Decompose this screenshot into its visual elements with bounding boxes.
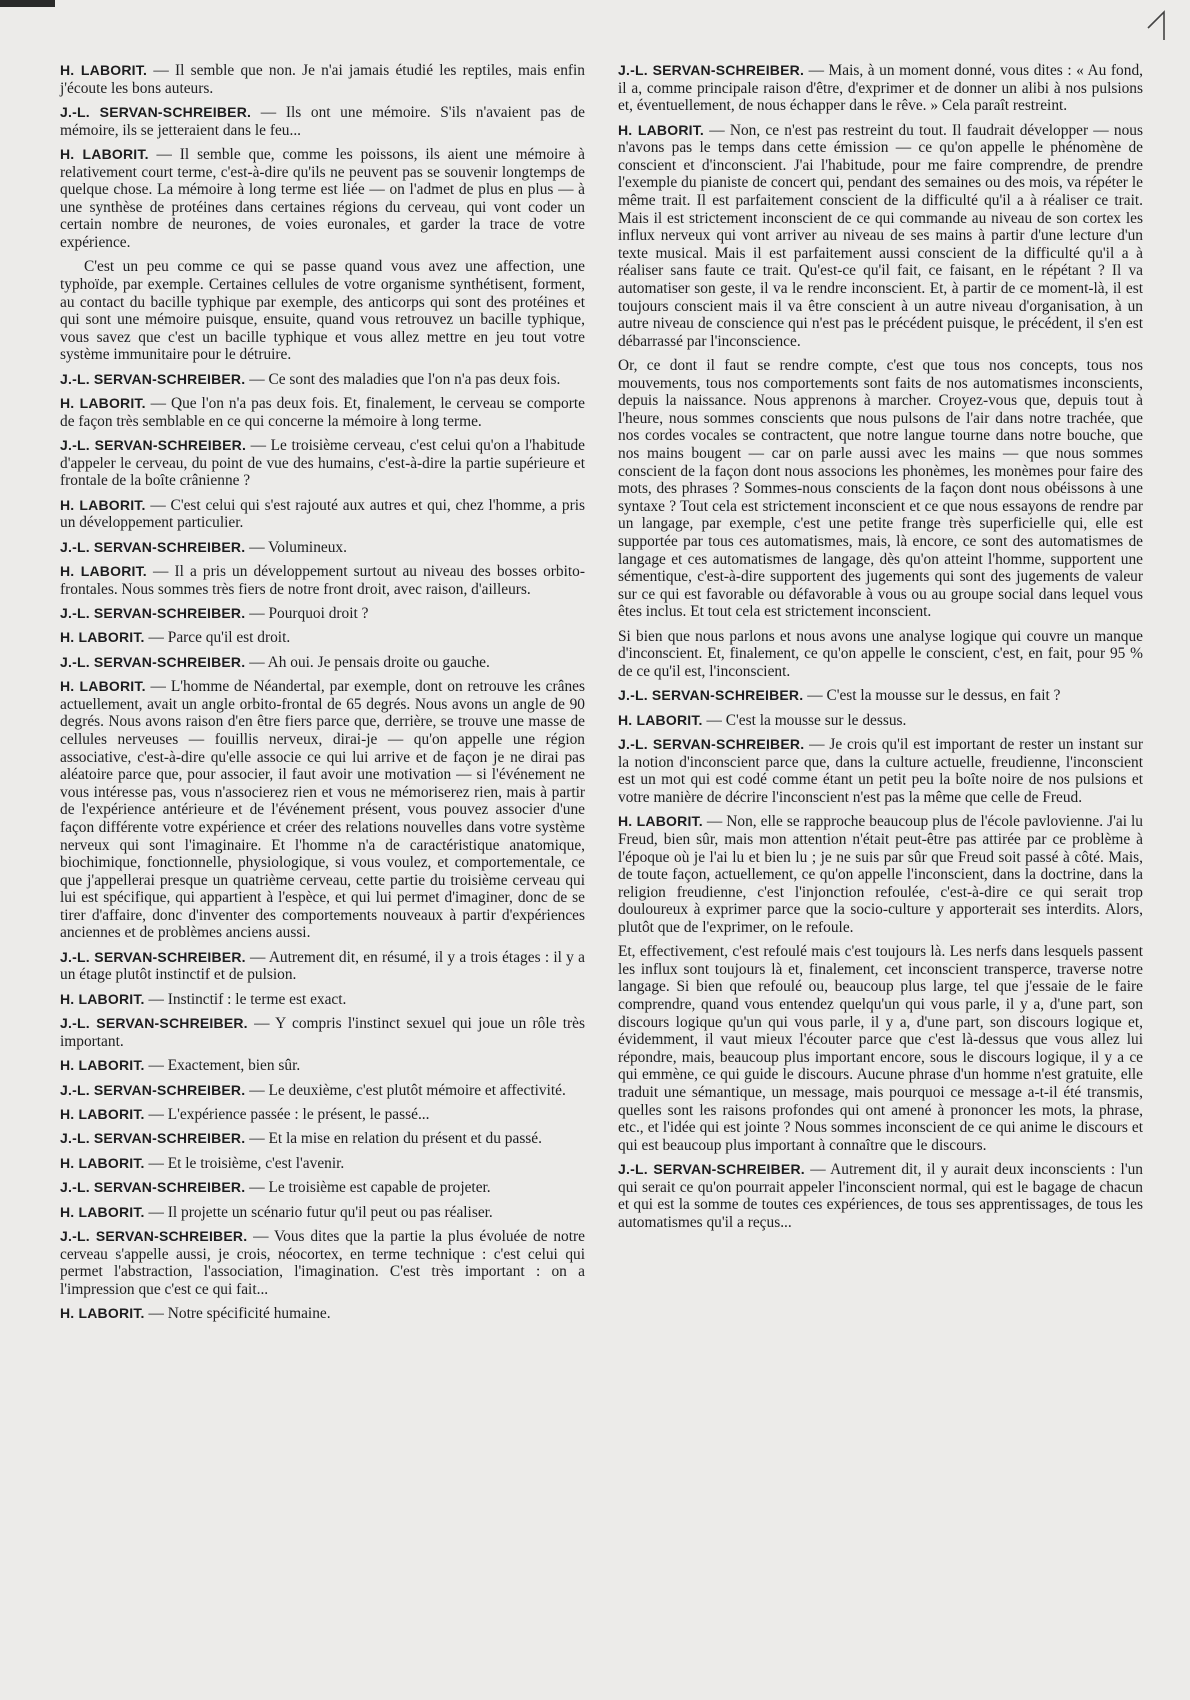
paragraph [60,146,585,252]
paragraph-text: C'est un peu comme ce qui se passe quand vous avez une affection, une typhoïde, par exemple. Certaines cellules de votre organisme synthétisent, forment, au contact du bacille typhique par exemple, des anticorps qui sont des protéines et qui sont une mémoire puisque, ensuite, quand vous retrouvez un bacille typhique, vous savez que c'est un bacille typhique et vous allez mettre en jeu tout votre système immunitaire pour le détruire. [60,258,585,364]
speaker-name: H. LABORIT. [60,62,148,78]
speaker-name: J.-L. SERVAN-SCHREIBER. [60,1015,248,1032]
paragraph [60,395,585,430]
speaker-name: H. LABORIT. [60,678,146,695]
scan-corner-mark [0,0,55,7]
paragraph-text: — Parce qu'il est droit. [148,629,291,647]
paragraph [618,712,1143,730]
paragraph [618,943,1143,1154]
paragraph [60,1130,585,1148]
paragraph-text: — Il semble que non. Je n'ai jamais étudié les reptiles, mais enfin j'écoute les bons auteurs. [60,62,585,97]
speaker-name: J.-L. SERVAN-SCHREIBER. [60,1081,246,1098]
paragraph-text: — Ce sont des maladies que l'on n'a pas deux fois. [249,370,561,388]
paragraph-text: — Le troisième cerveau, c'est celui qu'on a l'habitude d'appeler le cerveau, du point de vue des humains, c'est-à-dire la partie supérieure et frontale de la boîte crânienne ? [60,437,585,490]
paragraph [618,357,1143,621]
paragraph-text: Si bien que nous parlons et nous avons une analyse logique qui couvre un manque d'inconscient. Et, finalement, ce qu'on appelle le conscient, c'est, en fait, pour 95 % de ce qu'il est, l'inconscient. [618,627,1143,680]
paragraph-text: — C'est la mousse sur le dessus. [706,711,907,729]
speaker-name: H. LABORIT. [618,121,705,138]
column-left [60,62,585,1330]
paragraph [60,497,585,532]
paragraph-text: — C'est la mousse sur le dessus, en fait ? [807,687,1061,705]
paragraph [60,949,585,984]
paragraph [60,654,585,672]
speaker-name: H. LABORIT. [618,813,703,830]
paragraph [618,62,1143,115]
paragraph [618,628,1143,681]
speaker-name: J.-L. SERVAN-SCHREIBER. [618,687,804,704]
paragraph [60,1155,585,1173]
speaker-name: J.-L. SERVAN-SCHREIBER. [60,1179,246,1196]
paragraph-text: — Et le troisième, c'est l'avenir. [148,1154,345,1172]
speaker-name: J.-L. SERVAN-SCHREIBER. [618,736,805,753]
paragraph [60,437,585,490]
paragraph-text: — Exactement, bien sûr. [148,1057,301,1075]
paragraph-text: — Instinctif : le terme est exact. [148,990,347,1008]
speaker-name: H. LABORIT. [60,1305,145,1322]
paragraph-text: — C'est celui qui s'est rajouté aux autres et qui, chez l'homme, a pris un développement particulier. [60,496,585,532]
paragraph-text: — Autrement dit, en résumé, il y a trois étages : il y a un étage plutôt instinctif et de pulsion. [60,948,585,984]
speaker-name: H. LABORIT. [60,395,146,412]
speaker-name: J.-L. SERVAN-SCHREIBER. [60,948,246,965]
paragraph-text: — Autrement dit, il y aurait deux inconscients : l'un qui serait ce qu'on pourrait appeler l'inconscient normal, qui est le bagage de chacun et qui est la somme de toutes ces expériences, de tous ses apprentissages, de tous les automatismes qu'il a reçus... [618,1161,1143,1231]
paragraph-text: — L'homme de Néandertal, par exemple, dont on retrouve les crânes actuellement, avait un angle orbito-frontal de 65 degrés. Nous avons un angle de 90 degrés. Nous avons raison d'en être fiers parce que, derrière, se trouve une masse de cellules nerveuses — fouillis nerveux, dirai-je — qu'on appelle une région associative, c'est-à-dire qu'elle associe ce qui lui arrive et de façon je ne dirai pas aléatoire parce que, pour associer, il faut avoir une motivation — si l'événement ne vous intéresse pas, vous n'associerez rien et vous ne mémoriserez rien, mais à partir de l'expérience antérieure et de l'événement présent, vous pouvez associer d'une façon différente votre expérience et créer des relations nouvelles dans votre système nerveux qui sont l'imaginaire. Et l'homme n'a de caractéristique anatomique, biochimique, fonctionnelle, physiologique, si vous voulez, et comportementale, ce que j'appellerai presque un quatrième cerveau, cette partie du troisième cerveau qui lui est spécifique, qui appartient à l'espèce, et qui lui permet d'imaginer, donc de se tirer d'affaire, donc d'inventer des comportements nouveaux à partir d'expériences anciennes et de problèmes anciens aussi. [60,678,585,942]
paragraph-text: — Le troisième est capable de projeter. [249,1179,491,1197]
paragraph-text: — Je crois qu'il est important de rester un instant sur la notion d'inconscient parce que, dans la culture actuelle, freudienne, l'inconscient est un mot qui est codé comme étant un petit peu la boîte noire de nos pulsions et votre manière de décrire l'inconscient n'est pas la même que celle de Freud. [618,736,1143,806]
paragraph [60,563,585,598]
paragraph [60,629,585,647]
speaker-name: J.-L. SERVAN-SCHREIBER. [60,653,246,670]
speaker-name: J.-L. SERVAN-SCHREIBER. [60,1227,248,1244]
speaker-name: H. LABORIT. [60,1057,145,1074]
paragraph [60,1305,585,1323]
column-right [618,62,1143,1238]
paragraph [618,1161,1143,1231]
paragraph-text: — Pourquoi droit ? [249,605,369,622]
paragraph-text: — Non, ce n'est pas restreint du tout. Il faudrait développer — nous n'avons pas le temps dans cette émission — ce qu'on appelle le phénomène de conscient et d'inconscient. J'ai l'habitude, pour me faire comprendre, de prendre l'exemple du pianiste de concert qui, pendant des semaines ou des mois, va répéter le même trait. Il est parfaitement conscient de la difficulté qu'il a à réaliser ce trait. Mais il est strictement inconscient de ce qui commande au niveau de son cortex les influx nerveux qui vont arriver au niveau de ses mains à partir d'une lecture d'un texte musical. Mais il est parfaitement aussi conscient de la difficulté qu'il a à réaliser sans faute ce trait. Qu'est-ce qu'il fait, ce faisant, en le répétant ? Il va automatiser son geste, il va le rendre inconscient. Et, à partir de ce moment-là, il est toujours conscient mais il va être conscient à un autre niveau d'organisation, à un autre niveau de conscience qui n'est pas le précédent puisque, le précédent, il s'en est débarrassé par l'inconscience. [618,121,1143,350]
speaker-name: J.-L. SERVAN-SCHREIBER. [618,1161,805,1178]
paragraph-text: — Ah oui. Je pensais droite ou gauche. [249,653,490,671]
paragraph [60,1228,585,1298]
speaker-name: J.-L. SERVAN-SCHREIBER. [60,538,246,555]
speaker-name: J.-L. SERVAN-SCHREIBER. [60,605,246,621]
paragraph-text: — Il semble que, comme les poissons, ils aient une mémoire à relativement court terme, c'est-à-dire qu'ils ne peuvent pas se souvenir longtemps de quelque chose. La mémoire à long terme est liée — on l'admet de plus en plus — à une synthèse de protéines dans certaines régions du cerveau, qui vont coder un certain nombre de neurones, de voies euronales, et garder la trace de votre expérience. [60,145,585,251]
paragraph [60,1015,585,1050]
paragraph [60,1179,585,1197]
paragraph [60,605,585,623]
speaker-name: H. LABORIT. [60,629,145,646]
paragraph-text: — Vous dites que la partie la plus évoluée de notre cerveau s'appelle aussi, je crois, néocortex, en terme technique : c'est celui qui permet l'abstraction, l'association, l'imagination. C'est très important : on a l'impression que c'est ce qui fait... [60,1227,585,1298]
paragraph [60,1204,585,1222]
paragraph [60,104,585,139]
paragraph [60,1106,585,1124]
paragraph-text: Or, ce dont il faut se rendre compte, c'est que tous nos concepts, tous nos mouvements, tous nos comportements sont faits de nos automatismes inconscients, depuis la naissance. Nous apprenons à marcher. Croyez-vous que, depuis tout à l'heure, nous sommes conscients que nous pulsons de l'air dans notre trachée, que nos cordes vocales se contractent, que notre langue tourne dans notre bouche, que nos mains bougent — car on parle aussi avec les mains — que nous sommes conscient de la façon dont nous associons les phonèmes, les monèmes pour faire des mots, des phrases ? Sommes-nous conscients de la façon dont nous obéissons à une syntaxe ? Tout cela est strictement inconscient et ce que nous essayons de rendre par un langage, par exemple, c'est une petite frange très superficielle qui, elle est supportée par tous ces automatismes, mais, là encore, ce sont des automatismes de langage et ces automatismes de langage, dès qu'on atteint l'homme, supportent une sémentique, c'est-à-dire supportent des jugements qui sont des jugements de valeur sur ce qui est favorable ou défavorable à vous ou au groupe social dans lequel vous êtes inclus. Et tout cela est strictement inconscient. [618,357,1143,621]
paragraph-text: — L'expérience passée : le présent, le passé... [148,1106,430,1124]
speaker-name: J.-L. SERVAN-SCHREIBER. [60,103,252,120]
speaker-name: J.-L. SERVAN-SCHREIBER. [60,1130,246,1147]
speaker-name: H. LABORIT. [60,1154,145,1171]
speaker-name: H. LABORIT. [60,1106,145,1123]
speaker-name: H. LABORIT. [618,711,703,728]
paragraph-text: — Il a pris un développement surtout au niveau des bosses orbito-frontales. Nous sommes très fiers de notre front droit, avec raison, d'ailleurs. [60,563,585,598]
paragraph [60,258,585,364]
paragraph-text: — Volumineux. [249,538,347,556]
page-corner-mark-icon [1142,6,1176,42]
paragraph-text: — Et la mise en relation du présent et du passé. [249,1130,542,1148]
speaker-name: H. LABORIT. [60,1203,145,1220]
paragraph [60,678,585,942]
paragraph [60,539,585,557]
paragraph [618,687,1143,705]
speaker-name: H. LABORIT. [60,563,147,580]
paragraph-text: — Notre spécificité humaine. [148,1305,331,1323]
paragraph-text: — Y compris l'instinct sexuel qui joue un rôle très important. [60,1015,585,1050]
paragraph [60,371,585,389]
speaker-name: J.-L. SERVAN-SCHREIBER. [60,370,246,387]
paragraph-text: — Le deuxième, c'est plutôt mémoire et affectivité. [249,1081,566,1099]
paragraph [60,1082,585,1100]
paragraph [618,736,1143,806]
paragraph [618,122,1143,351]
paragraph [60,991,585,1009]
paragraph-text: Et, effectivement, c'est refoulé mais c'est toujours là. Les nerfs dans lesquels passent les influx sont toujours là et, finalement, cet inconscient transperce, traverse notre langage. Si bien que refoulé ou, beaucoup plus large, tel que j'essaie de le faire comprendre, quand vous entendez quelqu'un qui vous parle, il y a, d'une part, son discours logique qu'un qui vous parle, il y a, d'une part, son discours logique et, évidemment, il vaut mieux l'écouter parce que c'est là-dessus que vous allez lui répondre, mais, beaucoup plus important encore, sous le discours logique, il y a ce qui emmène, ce qui guide le discours. Aucune phrase d'un homme n'est gratuite, elle traduit une sémantique, un message, mais pourquoi ce message a-t-il été transmis, quelles sont les raisons profondes qui ont amené à prononcer les mots, la phrase, etc., et l'idée qui est jointe ? Nous sommes inconscient de ce qui anime le discours et qui est beaucoup plus important à connaître que le discours. [618,943,1143,1154]
paragraph [618,813,1143,936]
paragraph [60,62,585,97]
speaker-name: J.-L. SERVAN-SCHREIBER. [60,437,247,454]
paragraph-text: — Il projette un scénario futur qu'il peut ou pas réaliser. [148,1203,493,1221]
speaker-name: H. LABORIT. [60,496,146,513]
paragraph-text: — Non, elle se rapproche beaucoup plus de l'école pavlovienne. J'ai lu Freud, bien sûr, mais mon attention n'était peut-être pas attirée par ce problème à l'époque où je l'ai lu et bien lu ; je ne suis par sûr que Freud soit passé à côté. Mais, de toute façon, actuellement, ce qu'on appelle l'inconscient, dans la doctrine, dans la religion freudienne, c'est l'injonction refoulée, c'est-à-dire ce qui serait trop douloureux à exprimer parce que la socio-culture y apporterait ses interdits. Alors, plutôt que de l'exprimer, on le refoule. [618,813,1143,936]
paragraph-text: — Mais, à un moment donné, vous dites : « Au fond, il a, comme principale raison d'être, d'exprimer et de donner un alibi à nos pulsions et, éventuellement, de nous échapper dans le rêve. » Cela paraît restreint. [618,62,1143,115]
paragraph-text: — Que l'on n'a pas deux fois. Et, finalement, le cerveau se comporte de façon très semblable en ce qui concerne la mémoire à long terme. [60,395,585,430]
speaker-name: H. LABORIT. [60,990,145,1007]
speaker-name: J.-L. SERVAN-SCHREIBER. [618,62,805,78]
paragraph [60,1057,585,1075]
speaker-name: H. LABORIT. [60,145,149,162]
paragraph-text: — Ils ont une mémoire. S'ils n'avaient pas de mémoire, ils se jetteraient dans le feu... [60,103,585,139]
